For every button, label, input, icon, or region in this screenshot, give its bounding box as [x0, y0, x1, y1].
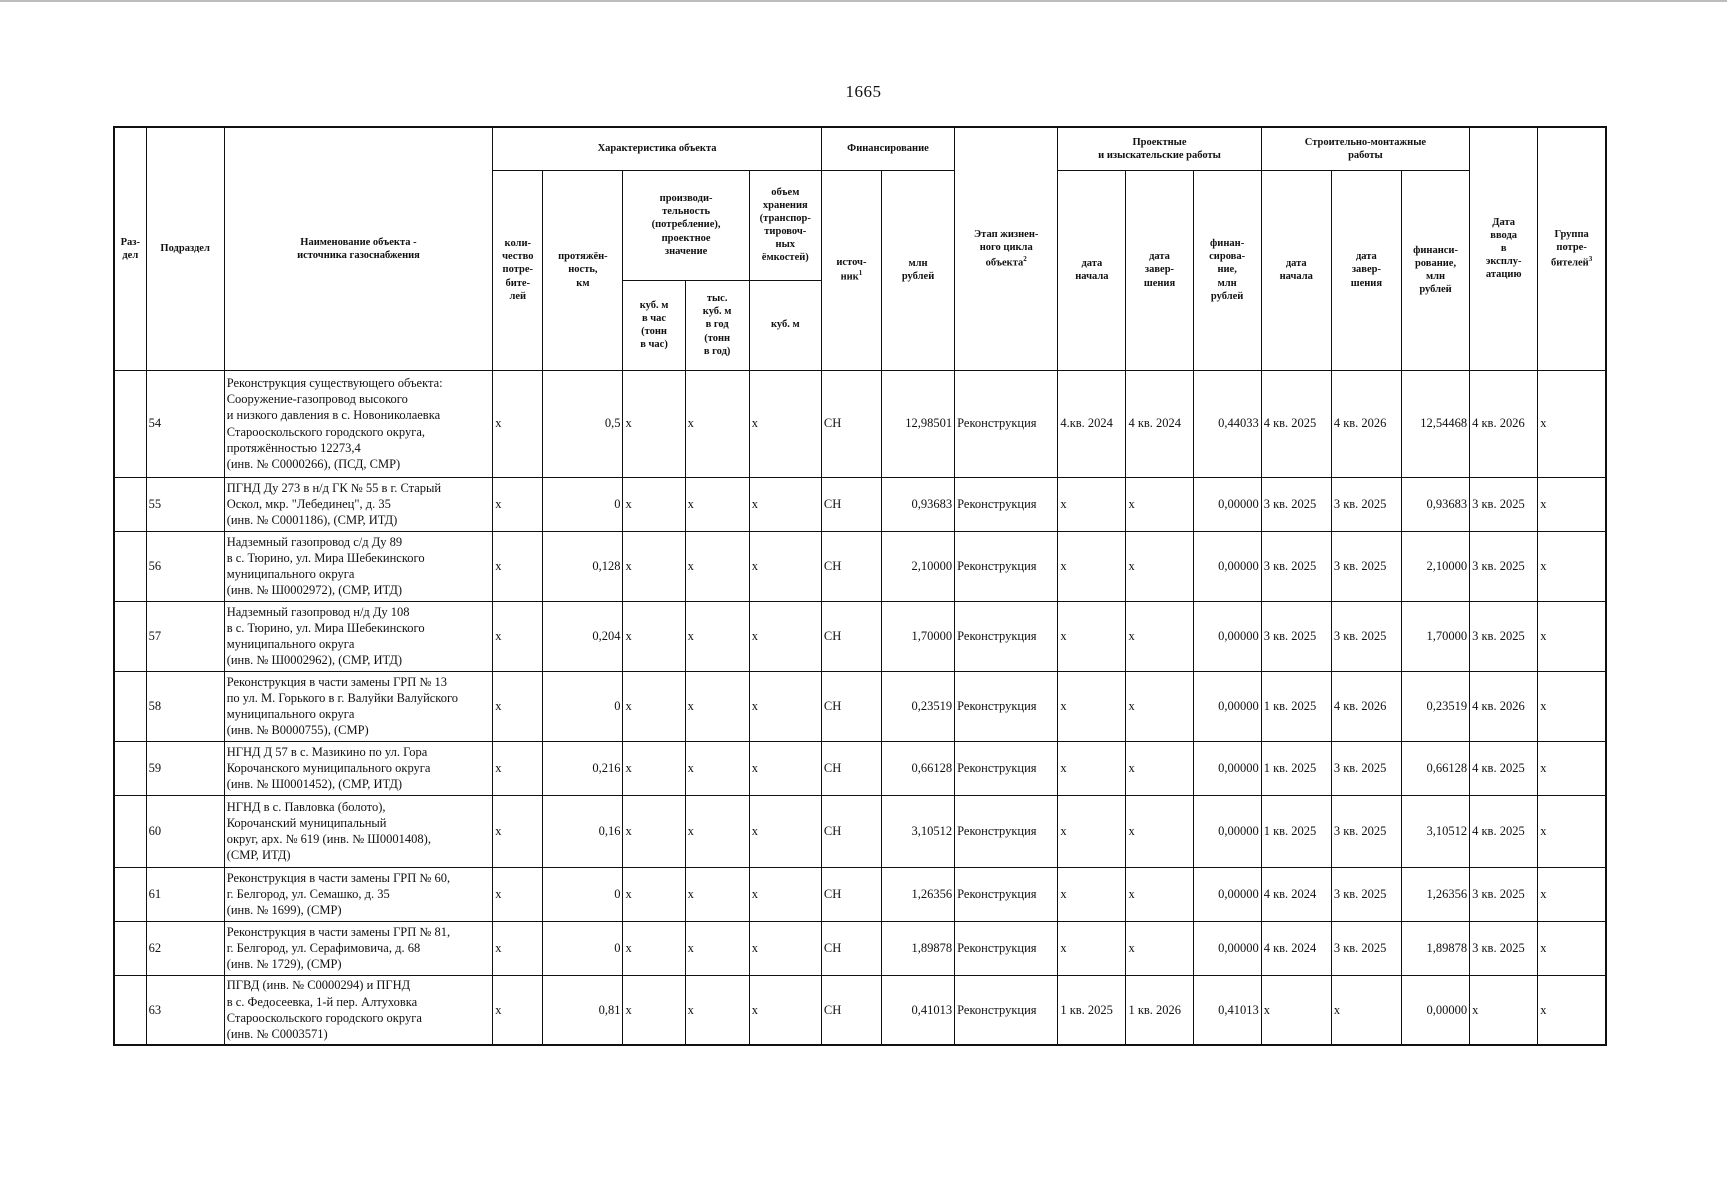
cell-name: Реконструкция в части замены ГРП № 13 по ул. М. Горького в г. Валуйки Валуйского муниципального округа (инв. № В0000755), (СМР): [224, 671, 493, 741]
cell-podrazdel: 57: [146, 601, 224, 671]
table-row: [114, 795, 1606, 867]
cell-source: СН: [821, 921, 881, 975]
gas-objects-table: [113, 126, 1607, 1046]
cell-mln: 1,70000: [881, 601, 954, 671]
cell-group: x: [1538, 867, 1606, 921]
cell-lifecycle: Реконструкция: [955, 795, 1058, 867]
cell-commission: 4 кв. 2025: [1470, 741, 1538, 795]
cell-constr-end: 4 кв. 2026: [1331, 671, 1401, 741]
col-constr-end-header: дата завер- шения: [1331, 170, 1401, 370]
col-consumers-header: коли- чество потре- бите- лей: [493, 170, 543, 370]
cell-commission: 3 кв. 2025: [1470, 601, 1538, 671]
col-design-start-header: дата начала: [1058, 170, 1126, 370]
col-constr-start-header: дата начала: [1261, 170, 1331, 370]
cell-design-end: x: [1126, 601, 1193, 671]
top-edge-line: [0, 0, 1727, 2]
cell-source: СН: [821, 477, 881, 531]
table-row: [114, 867, 1606, 921]
capacity-group-header: производи- тельность (потребление), проектное значение: [623, 170, 749, 280]
cell-design-end: x: [1126, 867, 1193, 921]
cell-per-hour: x: [623, 601, 685, 671]
cell-razdel: [114, 601, 146, 671]
cell-lifecycle: Реконструкция: [955, 867, 1058, 921]
cell-constr-start: 4 кв. 2024: [1261, 867, 1331, 921]
cell-constr-end: 3 кв. 2025: [1331, 601, 1401, 671]
cell-source: СН: [821, 671, 881, 741]
storage-group-header: объем хранения (транспор- тировоч- ных ёмкостей): [749, 170, 821, 280]
col-podrazdel-header: Подраздел: [146, 127, 224, 370]
cell-podrazdel: 58: [146, 671, 224, 741]
cell-podrazdel: 63: [146, 975, 224, 1045]
cell-lifecycle: Реконструкция: [955, 531, 1058, 601]
cell-consumers: x: [493, 601, 543, 671]
cell-per-year: x: [685, 531, 749, 601]
cell-group: x: [1538, 477, 1606, 531]
cell-source: СН: [821, 795, 881, 867]
cell-per-year: x: [685, 477, 749, 531]
cell-storage: x: [749, 671, 821, 741]
cell-name: Надземный газопровод н/д Ду 108 в с. Тюрино, ул. Мира Шебекинского муниципального округа (инв. № Ш0002962), (СМР, ИТД): [224, 601, 493, 671]
cell-name: Надземный газопровод с/д Ду 89 в с. Тюрино, ул. Мира Шебекинского муниципального округа (инв. № Ш0002972), (СМР, ИТД): [224, 531, 493, 601]
cell-constr-end: 3 кв. 2025: [1331, 531, 1401, 601]
cell-per-year: x: [685, 671, 749, 741]
cell-constr-start: 1 кв. 2025: [1261, 671, 1331, 741]
cell-constr-fin: 0,93683: [1401, 477, 1469, 531]
cell-source: СН: [821, 531, 881, 601]
col-storage-unit-header: куб. м: [749, 280, 821, 370]
cell-per-year: x: [685, 741, 749, 795]
cell-name: ПГНД Ду 273 в н/д ГК № 55 в г. Старый Оскол, мкр. "Лебединец", д. 35 (инв. № С0001186), (СМР, ИТД): [224, 477, 493, 531]
col-mln-header: млн рублей: [881, 170, 954, 370]
cell-mln: 0,66128: [881, 741, 954, 795]
cell-group: x: [1538, 370, 1606, 477]
table-row: [114, 975, 1606, 1045]
cell-design-start: x: [1058, 671, 1126, 741]
cell-group: x: [1538, 601, 1606, 671]
cell-constr-fin: 2,10000: [1401, 531, 1469, 601]
cell-storage: x: [749, 531, 821, 601]
page-number: 1665: [845, 82, 882, 101]
cell-consumers: x: [493, 370, 543, 477]
cell-razdel: [114, 795, 146, 867]
cell-length: 0,128: [543, 531, 623, 601]
cell-per-hour: x: [623, 867, 685, 921]
construction-works-group-header: Строительно-монтажные работы: [1261, 127, 1469, 170]
cell-source: СН: [821, 975, 881, 1045]
cell-design-start: 4.кв. 2024: [1058, 370, 1126, 477]
cell-constr-fin: 1,26356: [1401, 867, 1469, 921]
cell-constr-start: x: [1261, 975, 1331, 1045]
col-per-hour-header: куб. м в час (тонн в час): [623, 280, 685, 370]
cell-constr-fin: 3,10512: [1401, 795, 1469, 867]
cell-per-hour: x: [623, 671, 685, 741]
cell-lifecycle: Реконструкция: [955, 370, 1058, 477]
cell-razdel: [114, 921, 146, 975]
cell-mln: 3,10512: [881, 795, 954, 867]
cell-design-start: x: [1058, 601, 1126, 671]
cell-razdel: [114, 867, 146, 921]
cell-length: 0,204: [543, 601, 623, 671]
col-name-header: Наименование объекта - источника газоснабжения: [224, 127, 493, 370]
cell-design-start: x: [1058, 921, 1126, 975]
cell-per-hour: x: [623, 370, 685, 477]
cell-constr-fin: 0,66128: [1401, 741, 1469, 795]
cell-consumers: x: [493, 795, 543, 867]
cell-length: 0: [543, 921, 623, 975]
cell-commission: 4 кв. 2026: [1470, 370, 1538, 477]
cell-per-hour: x: [623, 741, 685, 795]
cell-source: СН: [821, 370, 881, 477]
cell-commission: 3 кв. 2025: [1470, 477, 1538, 531]
cell-design-start: 1 кв. 2025: [1058, 975, 1126, 1045]
cell-design-fin: 0,00000: [1193, 867, 1261, 921]
cell-mln: 0,93683: [881, 477, 954, 531]
table-body: [114, 370, 1606, 1045]
cell-length: 0: [543, 477, 623, 531]
cell-constr-end: x: [1331, 975, 1401, 1045]
cell-consumers: x: [493, 741, 543, 795]
cell-design-end: x: [1126, 921, 1193, 975]
cell-storage: x: [749, 370, 821, 477]
cell-commission: x: [1470, 975, 1538, 1045]
cell-razdel: [114, 477, 146, 531]
cell-design-fin: 0,00000: [1193, 741, 1261, 795]
cell-storage: x: [749, 867, 821, 921]
table-row: [114, 531, 1606, 601]
col-lifecycle-header: Этап жизнен- ного цикла объекта$^2$: [955, 127, 1058, 370]
cell-lifecycle: Реконструкция: [955, 477, 1058, 531]
table-row: [114, 921, 1606, 975]
cell-group: x: [1538, 671, 1606, 741]
design-works-group-header: Проектные и изыскательские работы: [1058, 127, 1261, 170]
cell-design-fin: 0,00000: [1193, 601, 1261, 671]
cell-design-end: 1 кв. 2026: [1126, 975, 1193, 1045]
cell-lifecycle: Реконструкция: [955, 921, 1058, 975]
cell-source: СН: [821, 867, 881, 921]
cell-constr-end: 3 кв. 2025: [1331, 921, 1401, 975]
cell-constr-fin: 1,89878: [1401, 921, 1469, 975]
cell-consumers: x: [493, 921, 543, 975]
cell-per-hour: x: [623, 531, 685, 601]
cell-lifecycle: Реконструкция: [955, 975, 1058, 1045]
cell-length: 0,216: [543, 741, 623, 795]
col-consumer-group-header: Группа потре- бителей$^3$: [1538, 127, 1606, 370]
cell-per-hour: x: [623, 975, 685, 1045]
cell-razdel: [114, 741, 146, 795]
cell-mln: 0,41013: [881, 975, 954, 1045]
cell-design-start: x: [1058, 477, 1126, 531]
cell-razdel: [114, 975, 146, 1045]
cell-group: x: [1538, 795, 1606, 867]
cell-storage: x: [749, 741, 821, 795]
cell-commission: 3 кв. 2025: [1470, 531, 1538, 601]
table-row: [114, 601, 1606, 671]
cell-design-end: x: [1126, 477, 1193, 531]
cell-length: 0: [543, 867, 623, 921]
cell-constr-end: 3 кв. 2025: [1331, 867, 1401, 921]
cell-lifecycle: Реконструкция: [955, 601, 1058, 671]
cell-name: ПГВД (инв. № С0000294) и ПГНД в с. Федосеевка, 1-й пер. Алтуховка Старооскольского городского округа (инв. № С0003571): [224, 975, 493, 1045]
cell-consumers: x: [493, 531, 543, 601]
cell-design-end: x: [1126, 741, 1193, 795]
cell-storage: x: [749, 601, 821, 671]
col-design-fin-header: финан- сирова- ние, млн рублей: [1193, 170, 1261, 370]
table-row: [114, 370, 1606, 477]
cell-constr-start: 3 кв. 2025: [1261, 531, 1331, 601]
cell-razdel: [114, 531, 146, 601]
cell-design-fin: 0,41013: [1193, 975, 1261, 1045]
cell-commission: 3 кв. 2025: [1470, 921, 1538, 975]
col-per-year-header: тыс. куб. м в год (тонн в год): [685, 280, 749, 370]
cell-constr-end: 3 кв. 2025: [1331, 741, 1401, 795]
col-design-end-header: дата завер- шения: [1126, 170, 1193, 370]
cell-design-fin: 0,00000: [1193, 531, 1261, 601]
cell-consumers: x: [493, 975, 543, 1045]
cell-podrazdel: 61: [146, 867, 224, 921]
cell-commission: 4 кв. 2026: [1470, 671, 1538, 741]
cell-razdel: [114, 370, 146, 477]
cell-consumers: x: [493, 477, 543, 531]
col-length-header: протяжён- ность, км: [543, 170, 623, 370]
cell-design-end: x: [1126, 531, 1193, 601]
cell-per-year: x: [685, 795, 749, 867]
cell-podrazdel: 55: [146, 477, 224, 531]
cell-length: 0,81: [543, 975, 623, 1045]
cell-name: НГНД Д 57 в с. Мазикино по ул. Гора Корочанского муниципального округа (инв. № Ш0001452), (СМР, ИТД): [224, 741, 493, 795]
cell-mln: 2,10000: [881, 531, 954, 601]
table-row: [114, 477, 1606, 531]
cell-design-fin: 0,00000: [1193, 921, 1261, 975]
cell-length: 0,16: [543, 795, 623, 867]
cell-commission: 3 кв. 2025: [1470, 867, 1538, 921]
col-razdel-header: Раз- дел: [114, 127, 146, 370]
cell-per-hour: x: [623, 921, 685, 975]
cell-design-fin: 0,00000: [1193, 671, 1261, 741]
cell-constr-start: 3 кв. 2025: [1261, 601, 1331, 671]
cell-lifecycle: Реконструкция: [955, 741, 1058, 795]
cell-constr-end: 3 кв. 2025: [1331, 477, 1401, 531]
cell-design-end: x: [1126, 795, 1193, 867]
cell-razdel: [114, 671, 146, 741]
cell-constr-fin: 0,23519: [1401, 671, 1469, 741]
cell-mln: 1,26356: [881, 867, 954, 921]
cell-per-year: x: [685, 921, 749, 975]
cell-consumers: x: [493, 671, 543, 741]
cell-storage: x: [749, 795, 821, 867]
cell-constr-fin: 1,70000: [1401, 601, 1469, 671]
cell-design-end: 4 кв. 2024: [1126, 370, 1193, 477]
cell-name: Реконструкция в части замены ГРП № 60, г. Белгород, ул. Семашко, д. 35 (инв. № 1699), (СМР): [224, 867, 493, 921]
cell-group: x: [1538, 921, 1606, 975]
cell-source: СН: [821, 601, 881, 671]
cell-name: Реконструкция в части замены ГРП № 81, г. Белгород, ул. Серафимовича, д. 68 (инв. № 1729), (СМР): [224, 921, 493, 975]
cell-lifecycle: Реконструкция: [955, 671, 1058, 741]
cell-per-hour: x: [623, 795, 685, 867]
cell-podrazdel: 62: [146, 921, 224, 975]
cell-design-start: x: [1058, 795, 1126, 867]
cell-design-fin: 0,44033: [1193, 370, 1261, 477]
cell-per-hour: x: [623, 477, 685, 531]
cell-group: x: [1538, 531, 1606, 601]
cell-design-start: x: [1058, 531, 1126, 601]
cell-podrazdel: 54: [146, 370, 224, 477]
cell-mln: 0,23519: [881, 671, 954, 741]
cell-constr-end: 3 кв. 2025: [1331, 795, 1401, 867]
cell-constr-fin: 0,00000: [1401, 975, 1469, 1045]
cell-storage: x: [749, 921, 821, 975]
cell-commission: 4 кв. 2025: [1470, 795, 1538, 867]
cell-design-fin: 0,00000: [1193, 795, 1261, 867]
cell-mln: 12,98501: [881, 370, 954, 477]
cell-group: x: [1538, 975, 1606, 1045]
col-source-header: источ- ник$^1$: [821, 170, 881, 370]
cell-consumers: x: [493, 867, 543, 921]
cell-constr-start: 3 кв. 2025: [1261, 477, 1331, 531]
cell-podrazdel: 60: [146, 795, 224, 867]
cell-podrazdel: 56: [146, 531, 224, 601]
table-row: [114, 671, 1606, 741]
cell-source: СН: [821, 741, 881, 795]
cell-per-year: x: [685, 601, 749, 671]
cell-constr-start: 1 кв. 2025: [1261, 795, 1331, 867]
col-commission-header: Дата ввода в эксплу- атацию: [1470, 127, 1538, 370]
cell-design-fin: 0,00000: [1193, 477, 1261, 531]
cell-per-year: x: [685, 867, 749, 921]
cell-mln: 1,89878: [881, 921, 954, 975]
cell-storage: x: [749, 975, 821, 1045]
col-constr-fin-header: финанси- рование, млн рублей: [1401, 170, 1469, 370]
cell-per-year: x: [685, 975, 749, 1045]
cell-name: НГНД в с. Павловка (болото), Корочанский муниципальный округ, арх. № 619 (инв. № Ш0001408), (СМР, ИТД): [224, 795, 493, 867]
cell-constr-end: 4 кв. 2026: [1331, 370, 1401, 477]
cell-group: x: [1538, 741, 1606, 795]
cell-design-start: x: [1058, 867, 1126, 921]
table-row: [114, 741, 1606, 795]
cell-constr-start: 4 кв. 2025: [1261, 370, 1331, 477]
financing-group-header: Финансирование: [821, 127, 954, 170]
cell-name: Реконструкция существующего объекта: Сооружение-газопровод высокого и низкого давления в с. Новониколаевка Старооскольского городского округа, протяжённостью 12273,4 (инв. № С0000266), (ПСД, СМР): [224, 370, 493, 477]
cell-storage: x: [749, 477, 821, 531]
characteristic-group-header: Характеристика объекта: [493, 127, 822, 170]
cell-podrazdel: 59: [146, 741, 224, 795]
cell-per-year: x: [685, 370, 749, 477]
cell-constr-start: 1 кв. 2025: [1261, 741, 1331, 795]
cell-design-end: x: [1126, 671, 1193, 741]
cell-constr-fin: 12,54468: [1401, 370, 1469, 477]
cell-design-start: x: [1058, 741, 1126, 795]
cell-length: 0,5: [543, 370, 623, 477]
cell-constr-start: 4 кв. 2024: [1261, 921, 1331, 975]
cell-length: 0: [543, 671, 623, 741]
